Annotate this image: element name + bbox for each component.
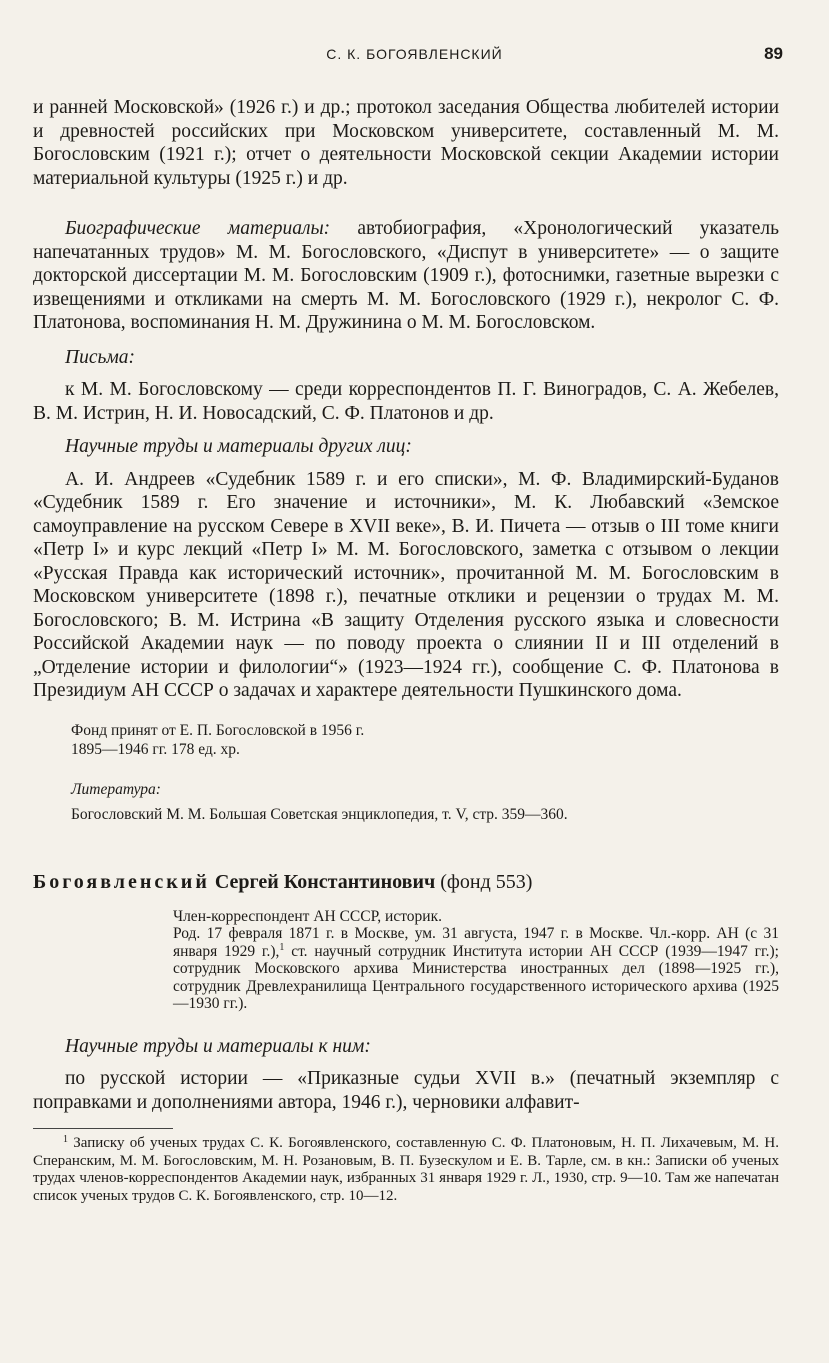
entry-biography (173, 908, 779, 1013)
other-works-heading: Научные труды и материалы других лиц: (65, 436, 412, 457)
footnote-text: Записку об ученых трудах С. К. Богоявленского, составленную С. Ф. Платоновым, Н. П. Лихачевым, М. Н. Сперанским, М. М. Богословским, М. Н. Розановым, В. П. Бузескулом и Е. В. Тарле, см. в кн.: Записки об ученых трудах членов-корреспондентов Академии наук, избранных 31 января 1929 г. Л., 1930, стр. 9—10. Там же напечатан список ученых трудов С. К. Богоявленского, стр. 10—12. (33, 1135, 779, 1204)
entry-heading (33, 870, 779, 894)
letters-heading: Письма: (65, 346, 136, 368)
biographical-materials-paragraph (33, 217, 779, 335)
entry-surname: Богоявленский (33, 870, 210, 893)
fond-info-line-2: 1895—1946 гг. 178 ед. хр. (71, 740, 240, 758)
footnote-mark: 1 (63, 1134, 68, 1145)
footnote (33, 1135, 779, 1205)
entry-biography-text-a: Род. 17 февраля 1871 г. в Москве, ум. 31 августа, 1947 г. в Москве. Чл.-корр. АН (с 31 января 1929 г.), (173, 925, 779, 960)
fond-info-line-1: Фонд принят от Е. П. Богословской в 1956 г. (71, 721, 365, 739)
running-title: С. К. БОГОЯВЛЕНСКИЙ (326, 46, 503, 62)
page-header (0, 44, 829, 68)
biographical-materials-text: автобиография, «Хронологический указатель напечатанных трудов» М. М. Богословского, «Диспут в университете» — о защите докторской диссертации М. М. Богословским (1909 г.), фотоснимки, газетные вырезки с извещениями и откликами на смерть М. М. Богословского (1929 г.), некролог С. Ф. Платонова, воспоминания Н. М. Дружинина о М. М. Богословском. (33, 218, 779, 333)
letters-text: к М. М. Богословскому — среди корреспондентов П. Г. Виноградов, С. А. Жебелев, В. М. Истрин, Н. И. Новосадский, С. Ф. Платонов и др. (33, 379, 779, 424)
biographical-materials-label: Биографические материалы: (65, 218, 331, 239)
entry-biography-text (173, 925, 779, 1013)
entry-works-text: по русской истории — «Приказные судьи XVII в.» (печатный экземпляр с поправками и дополнениями автора, 1946 г.), черновики алфавит- (33, 1068, 779, 1113)
page-body (33, 96, 779, 1205)
entry-fond-number: (фонд 553) (435, 870, 533, 893)
paragraph-continuation: и ранней Московской» (1926 г.) и др.; протокол заседания Общества любителей истории и древностей российских при Московском университете, составленный М. М. Богословским (1921 г.); отчет о деятельности Московской секции Академии истории материальной культуры (1925 г.) и др. (33, 97, 779, 189)
literature-text: Богословский М. М. Большая Советская энциклопедия, т. V, стр. 359—360. (71, 805, 568, 823)
entry-given-names: Сергей Константинович (209, 870, 436, 893)
other-works-text: А. И. Андреев «Судебник 1589 г. и его списки», М. Ф. Владимирский-Буданов «Судебник 1589 г. Его значение и источники», М. К. Любавский «Земское самоуправление на русском Севере в XVII веке», В. И. Пичета — отзыв о III томе книги «Петр I» и курс лекций «Петр I» М. М. Богословского, заметка с отзывом о лекции «Русская Правда как исторический источник», прочитанной М. М. Богословским в Московском университете (1898 г.), печатные отклики и рецензии о трудах М. М. Богословского; В. М. Истрина «В защиту Отделения русского языка и словесности Российской Академии наук — по поводу проекта о слиянии II и III отделений в „Отделение истории и филологии“» (1923—1924 гг.), сообщение С. Ф. Платонова в Президиум АН СССР о задачах и характере деятельности Пушкинского дома. (33, 468, 779, 701)
entry-works-heading: Научные труды и материалы к ним: (65, 1035, 371, 1057)
literature-heading: Литература: (71, 780, 161, 798)
entry-biography-text-b: ст. научный сотрудник Института истории АН СССР (1939—1947 гг.); сотрудник Московского архива Министерства иностранных дел (1898—1925 гг.), сотрудник Древлехранилища Центрального государственного исторического архива (1925—1930 гг.). (173, 942, 779, 1012)
footnote-reference: 1 (279, 941, 285, 953)
entry-biography-title: Член-корреспондент АН СССР, историк. (173, 907, 442, 925)
page-number: 89 (764, 44, 783, 63)
